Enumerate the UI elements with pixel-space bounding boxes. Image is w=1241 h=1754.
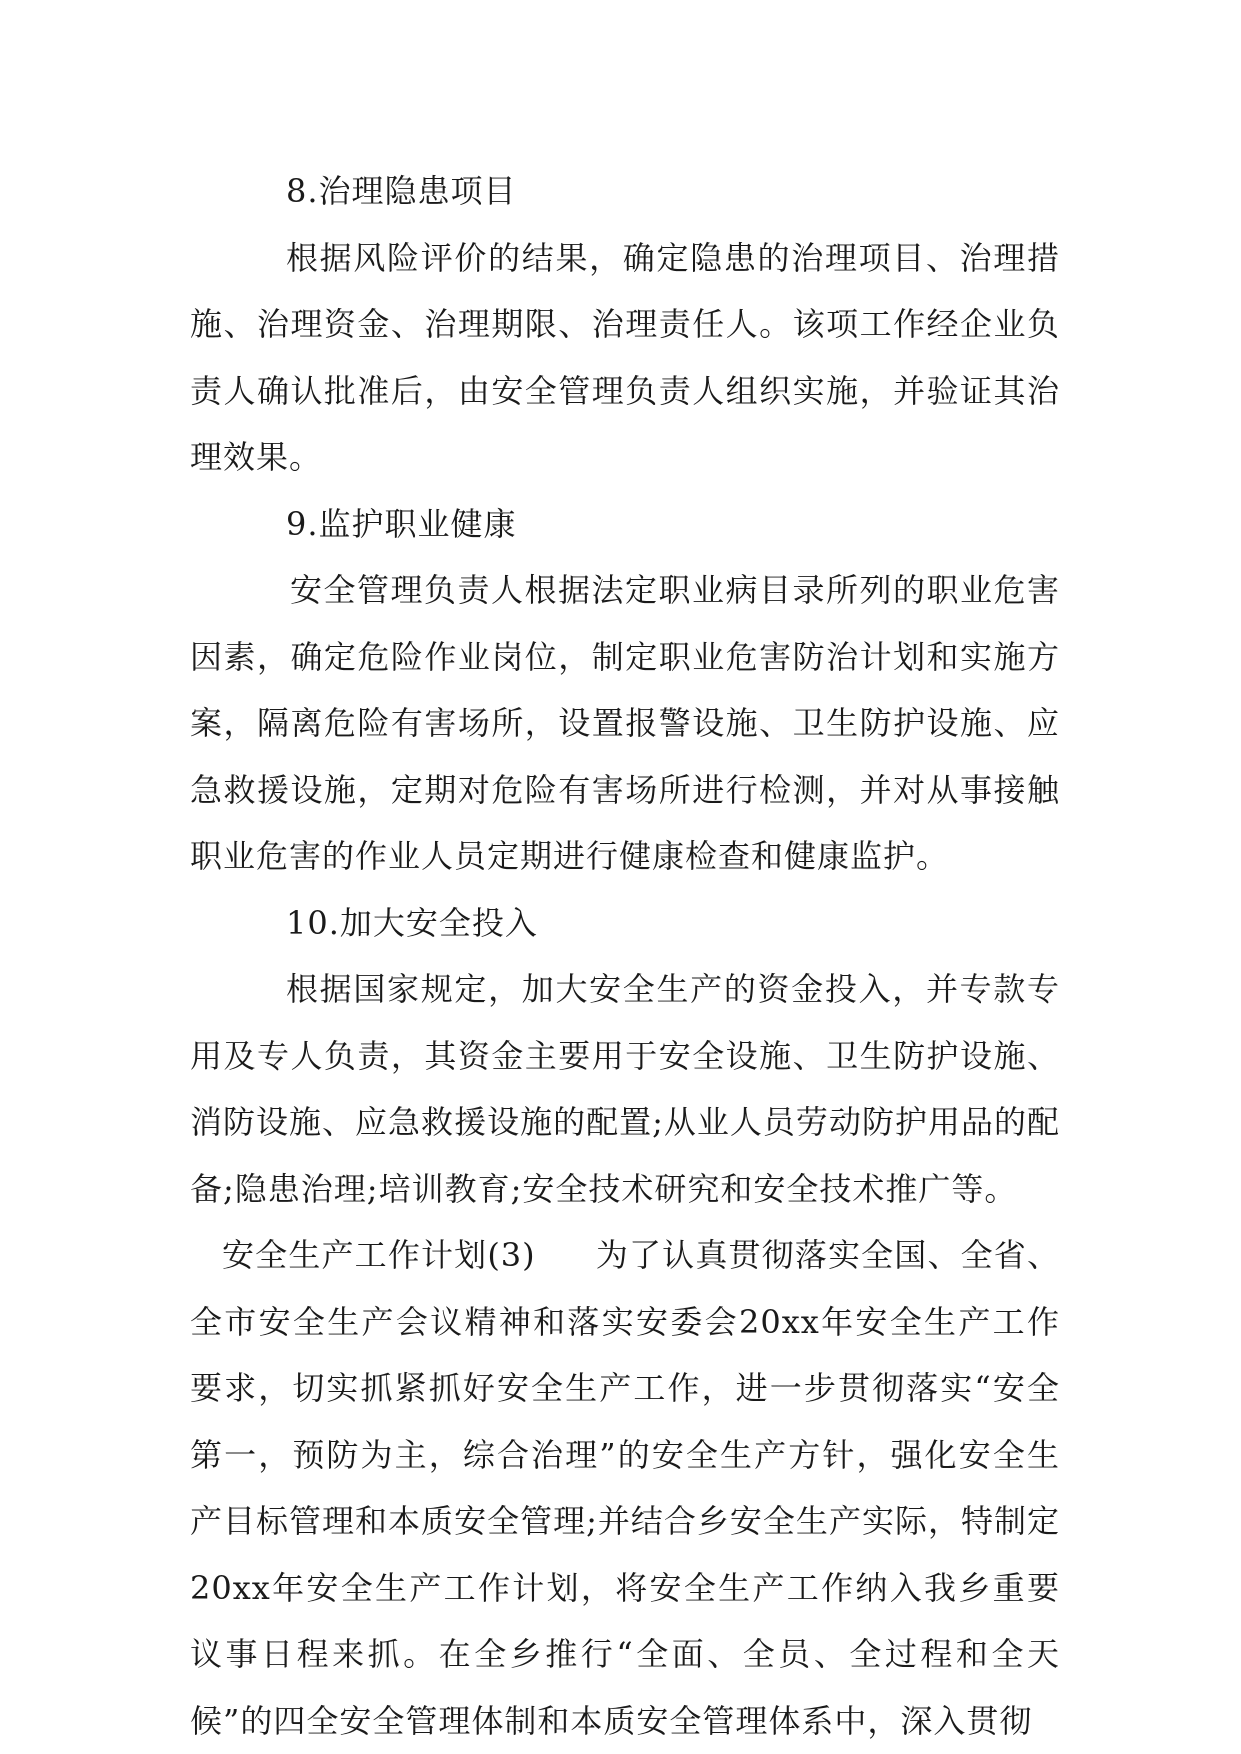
- item-9-paragraph: 安全管理负责人根据法定职业病目录所列的职业危害因素，确定危险作业岗位，制定职业危害防治计划和实施方案，隔离危险有害场所，设置报警设施、卫生防护设施、应急救援设施，定期对危险有害场所进行检测，并对从事接触职业危害的作业人员定期进行健康检查和健康监护。: [190, 571, 1060, 875]
- document-body: [190, 158, 1060, 1754]
- section-3-paragraph: [190, 1222, 1060, 1754]
- item-9-heading: 9.监护职业健康: [286, 504, 517, 543]
- section-3-title: 安全生产工作计划(3): [222, 1236, 536, 1274]
- item-10-heading: 10.加大安全投入: [286, 903, 538, 942]
- item-8-paragraph: 根据风险评价的结果，确定隐患的治理项目、治理措施、治理资金、治理期限、治理责任人。该项工作经企业负责人确认批准后，由安全管理负责人组织实施，并验证其治理效果。: [190, 238, 1060, 476]
- item-10-paragraph: 根据国家规定，加大安全生产的资金投入，并专款专用及专人负责，其资金主要用于安全设施、卫生防护设施、消防设施、应急救援设施的配置;从业人员劳动防护用品的配备;隐患治理;培训教育;安全技术研究和安全技术推广等。: [190, 970, 1060, 1208]
- section-3-body: 为了认真贯彻落实全国、全省、全市安全生产会议精神和落实安委会20xx年安全生产工作要求，切实抓紧抓好安全生产工作，进一步贯彻落实“安全第一，预防为主，综合治理”的安全生产方针，强化安全生产目标管理和本质安全管理;并结合乡安全生产实际，特制定20xx年安全生产工作计划，将安全生产工作纳入我乡重要议事日程来抓。在全乡推行“全面、全员、全过程和全天候”的四全安全管理体制和本质安全管理体系中，深入贯彻: [190, 1236, 1060, 1740]
- item-8-heading: 8.治理隐患项目: [286, 172, 517, 210]
